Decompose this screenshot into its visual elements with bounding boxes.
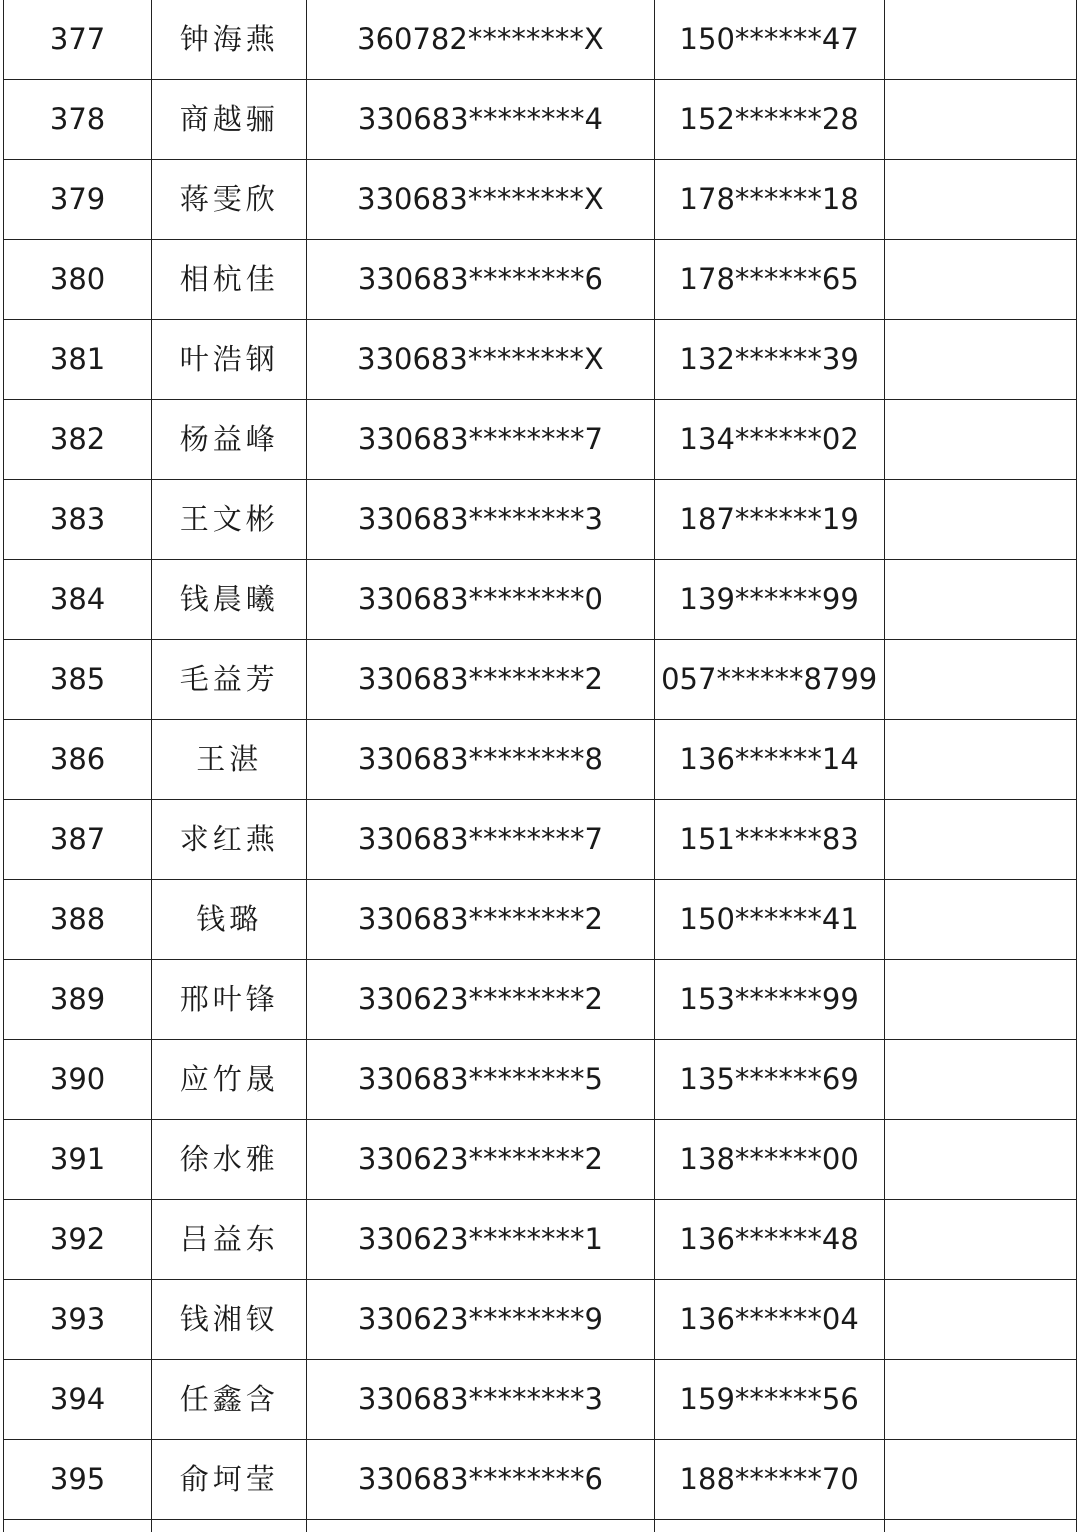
person-name: 叶浩钢 [152, 320, 307, 400]
id-number: 330623********9 [307, 1280, 654, 1360]
note-cell [884, 80, 1076, 160]
note-cell [884, 0, 1076, 80]
row-number: 387 [4, 800, 152, 880]
row-number: 382 [4, 400, 152, 480]
table-row [4, 1360, 1077, 1440]
phone-number: 136******14 [654, 720, 884, 800]
note-cell [884, 960, 1076, 1040]
table-row [4, 0, 1077, 80]
id-number: 330683********4 [307, 80, 654, 160]
row-number: 379 [4, 160, 152, 240]
table-row [4, 880, 1077, 960]
person-name: 钟海燕 [152, 0, 307, 80]
person-name: 钱璐 [152, 880, 307, 960]
id-number: 330683********3 [307, 480, 654, 560]
row-number [4, 1520, 152, 1532]
note-cell [884, 1440, 1076, 1520]
id-number: 330683********0 [307, 560, 654, 640]
person-name: 相杭佳 [152, 240, 307, 320]
note-cell [884, 640, 1076, 720]
person-name: 吕益东 [152, 1200, 307, 1280]
phone-number: 135******69 [654, 1040, 884, 1120]
note-cell [884, 480, 1076, 560]
phone-number: 152******28 [654, 80, 884, 160]
person-name [152, 1520, 307, 1532]
row-number: 395 [4, 1440, 152, 1520]
person-name: 应竹晟 [152, 1040, 307, 1120]
table-row [4, 1440, 1077, 1520]
row-number: 394 [4, 1360, 152, 1440]
phone-number: 132******39 [654, 320, 884, 400]
phone-number: 188******70 [654, 1440, 884, 1520]
row-number: 380 [4, 240, 152, 320]
row-number: 378 [4, 80, 152, 160]
note-cell [884, 160, 1076, 240]
table-row [4, 640, 1077, 720]
phone-number: 159******56 [654, 1360, 884, 1440]
table-row [4, 800, 1077, 880]
person-name: 钱湘钗 [152, 1280, 307, 1360]
table-row [4, 480, 1077, 560]
roster-table [3, 0, 1077, 1532]
note-cell [884, 800, 1076, 880]
row-number: 390 [4, 1040, 152, 1120]
row-number: 381 [4, 320, 152, 400]
id-number: 330683********X [307, 320, 654, 400]
phone-number: 139******99 [654, 560, 884, 640]
table-row [4, 1520, 1077, 1532]
row-number: 386 [4, 720, 152, 800]
note-cell [884, 1520, 1076, 1532]
id-number: 360782********X [307, 0, 654, 80]
id-number: 330683********7 [307, 400, 654, 480]
table-row [4, 160, 1077, 240]
roster-table-body [4, 0, 1077, 1532]
phone-number: 178******18 [654, 160, 884, 240]
row-number: 389 [4, 960, 152, 1040]
person-name: 求红燕 [152, 800, 307, 880]
note-cell [884, 1040, 1076, 1120]
phone-number: 187******19 [654, 480, 884, 560]
id-number: 330683********6 [307, 1440, 654, 1520]
phone-number: 138******00 [654, 1120, 884, 1200]
id-number: 330623********1 [307, 1200, 654, 1280]
id-number: 330623********2 [307, 1120, 654, 1200]
person-name: 王湛 [152, 720, 307, 800]
person-name: 蒋雯欣 [152, 160, 307, 240]
person-name: 商越骊 [152, 80, 307, 160]
person-name: 毛益芳 [152, 640, 307, 720]
row-number: 385 [4, 640, 152, 720]
person-name: 钱晨曦 [152, 560, 307, 640]
phone-number: 134******02 [654, 400, 884, 480]
row-number: 391 [4, 1120, 152, 1200]
id-number: 330683********X [307, 160, 654, 240]
note-cell [884, 1200, 1076, 1280]
note-cell [884, 320, 1076, 400]
table-row [4, 320, 1077, 400]
phone-number: 150******47 [654, 0, 884, 80]
id-number: 330683********2 [307, 880, 654, 960]
row-number: 384 [4, 560, 152, 640]
row-number: 392 [4, 1200, 152, 1280]
note-cell [884, 1120, 1076, 1200]
person-name: 杨益峰 [152, 400, 307, 480]
row-number: 393 [4, 1280, 152, 1360]
row-number: 388 [4, 880, 152, 960]
id-number: 330683********5 [307, 1040, 654, 1120]
phone-number: 178******65 [654, 240, 884, 320]
id-number: 330683********7 [307, 800, 654, 880]
person-name: 徐水雅 [152, 1120, 307, 1200]
note-cell [884, 1280, 1076, 1360]
table-row [4, 240, 1077, 320]
note-cell [884, 880, 1076, 960]
table-row [4, 80, 1077, 160]
phone-number: 153******99 [654, 960, 884, 1040]
phone-number: 057******8799 [654, 640, 884, 720]
id-number: 330683********8 [307, 720, 654, 800]
table-row [4, 720, 1077, 800]
person-name: 邢叶锋 [152, 960, 307, 1040]
phone-number [654, 1520, 884, 1532]
table-row [4, 400, 1077, 480]
table-row [4, 960, 1077, 1040]
id-number: 330623********2 [307, 960, 654, 1040]
phone-number: 136******48 [654, 1200, 884, 1280]
note-cell [884, 560, 1076, 640]
note-cell [884, 240, 1076, 320]
row-number: 377 [4, 0, 152, 80]
table-row [4, 1040, 1077, 1120]
phone-number: 150******41 [654, 880, 884, 960]
row-number: 383 [4, 480, 152, 560]
table-row [4, 1280, 1077, 1360]
person-name: 俞坷莹 [152, 1440, 307, 1520]
id-number: 330683********6 [307, 240, 654, 320]
id-number: 330683********3 [307, 1360, 654, 1440]
id-number: 330683********2 [307, 640, 654, 720]
note-cell [884, 400, 1076, 480]
phone-number: 136******04 [654, 1280, 884, 1360]
table-row [4, 560, 1077, 640]
phone-number: 151******83 [654, 800, 884, 880]
table-row [4, 1200, 1077, 1280]
note-cell [884, 1360, 1076, 1440]
person-name: 任鑫含 [152, 1360, 307, 1440]
table-row [4, 1120, 1077, 1200]
id-number [307, 1520, 654, 1532]
person-name: 王文彬 [152, 480, 307, 560]
note-cell [884, 720, 1076, 800]
